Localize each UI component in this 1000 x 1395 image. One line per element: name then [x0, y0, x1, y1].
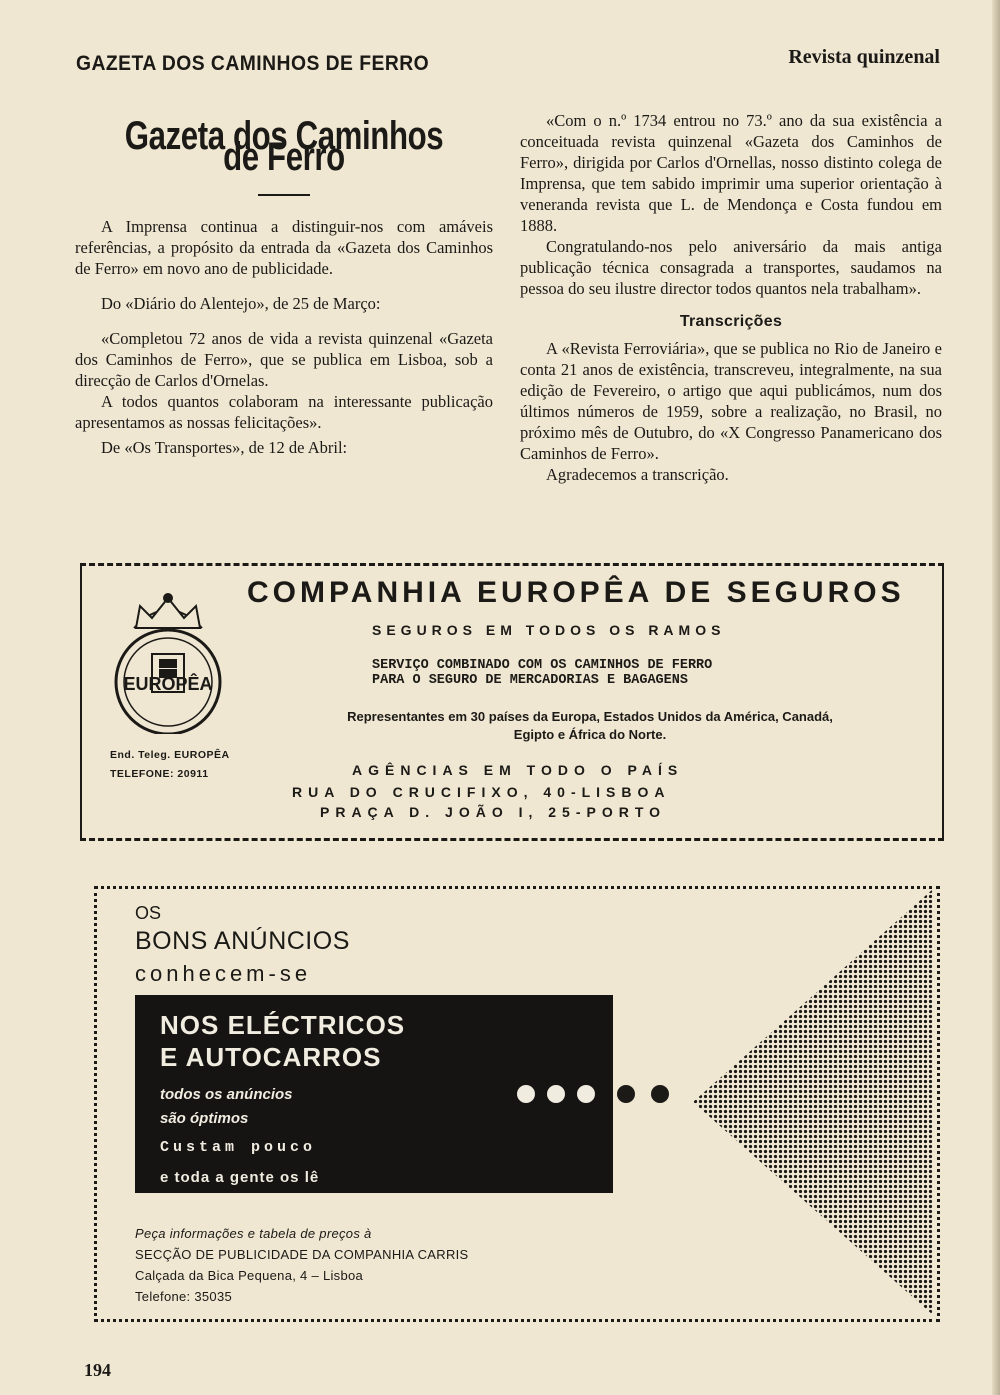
article-headline: Gazeta dos Caminhos de Ferro [124, 114, 444, 179]
contact-block [135, 1223, 469, 1307]
ad-carris [94, 886, 940, 1322]
service-line-1: SERVIÇO COMBINADO COM OS CAMINHOS DE FERRO [372, 658, 713, 673]
dot-icon [651, 1085, 669, 1103]
address-lisboa: RUA DO CRUCIFIXO, 40-LISBOA [292, 784, 671, 800]
halftone-triangle-icon [683, 889, 933, 1315]
contact-line-1: Peça informações e tabela de preços à [135, 1226, 372, 1241]
panel-subtitle-line-2: são óptimos [160, 1110, 249, 1127]
representatives [310, 708, 870, 744]
article-intro: A Imprensa continua a distinguir-nos com amáveis referências, a propósito da entrada da «Gazeta dos Caminhos de Ferro» em novo ano de publicidade. [75, 217, 493, 278]
agencias-line: AGÊNCIAS EM TODO O PAÍS [352, 762, 684, 778]
telegraph-block [110, 746, 230, 784]
transcricao-text: A «Revista Ferroviária», que se publica no Rio de Janeiro e conta 21 anos de existência, transcreveu, integralmente, na sua edição de Fevereiro, o artigo que aqui publicámos, num dos últimos números de 1959, sobre a realização, no Brasil, no próximo mês de Outubro, do «X Congresso Panamericano dos Caminhos de Ferro». [520, 339, 942, 463]
running-header-title: GAZETA DOS CAMINHOS DE FERRO [76, 52, 430, 75]
ad-headline-os: OS [135, 903, 162, 923]
ad-companhia-europea [80, 563, 944, 841]
headline-rule [258, 194, 310, 196]
page-number: 194 [84, 1360, 111, 1380]
company-tagline: SEGUROS EM TODOS OS RAMOS [372, 622, 726, 638]
running-header-periodicity: Revista quinzenal [788, 46, 940, 68]
svg-text:EUROPÊA: EUROPÊA [123, 674, 213, 694]
dot-icon [517, 1085, 535, 1103]
dot-icon [617, 1085, 635, 1103]
page-edge [992, 0, 1000, 1395]
ad-headline-conhecem-se: conhecem-se [135, 961, 312, 986]
transportes-quote: «Com o n.º 1734 entrou no 73.º ano da sua existência a conceituada revista quinzenal «Gazeta dos Caminhos de Ferro», dirigida por Carlos d'Ornellas, nosso distinto colega de Imprensa, que tem sabido imprimir uma superior orientação à veneranda revista que L. de Mendonça e Costa fundou em 1888. [520, 111, 942, 235]
telegraph-address: End. Teleg. EUROPÊA [110, 749, 230, 761]
section-title-transcricoes: Transcrições [679, 313, 783, 330]
contact-line-3: Calçada da Bica Pequena, 4 – Lisboa [135, 1268, 364, 1283]
dot-icon [577, 1085, 595, 1103]
ad-headline-bons-anuncios: BONS ANÚNCIOS [135, 927, 350, 955]
panel-custam-pouco: Custam pouco [160, 1139, 317, 1156]
service-line-2: PARA O SEGURO DE MERCADORIAS E BAGAGENS [372, 673, 688, 688]
dot-icon [547, 1085, 565, 1103]
diario-quote: «Completou 72 anos de vida a revista quinzenal «Gazeta dos Caminhos de Ferro», que se publica em Lisboa, sob a direcção de Carlos d'Ornelas. [75, 329, 493, 390]
article-column-right [520, 110, 942, 485]
thanks-text: Agradecemos a transcrição. [546, 465, 729, 484]
company-name: COMPANHIA EUROPÊA DE SEGUROS [247, 576, 905, 609]
telephone-number: TELEFONE: 20911 [110, 768, 209, 780]
diario-quote-2: A todos quantos colaboram na interessante publicação apresentamos as nossas felicitações». [75, 392, 493, 432]
address-porto: PRAÇA D. JOÃO I, 25-PORTO [320, 804, 667, 820]
reps-line-2: Egipto e África do Norte. [513, 727, 667, 742]
panel-subtitle [160, 1083, 293, 1131]
panel-subtitle-line-1: todos os anúncios [160, 1086, 293, 1103]
ad-black-panel [135, 995, 613, 1193]
panel-title-line-2: E AUTOCARROS [160, 1042, 382, 1072]
article-column-left [75, 114, 493, 458]
contact-line-4: Telefone: 35035 [135, 1289, 233, 1304]
diario-intro: Do «Diário do Alentejo», de 25 de Março: [101, 294, 381, 313]
panel-title-line-1: NOS ELÉCTRICOS [160, 1010, 406, 1040]
contact-line-2: SECÇÃO DE PUBLICIDADE DA COMPANHIA CARRIS [135, 1247, 469, 1262]
panel-title [160, 1009, 405, 1073]
congratulation: Congratulando-nos pelo aniversário da mais antiga publicação técnica consagrada a transportes, saudamos na pessoa do seu ilustre director todos quantos nela trabalham». [520, 237, 942, 298]
service-lines [372, 658, 712, 688]
europea-seal-icon [112, 584, 224, 734]
reps-line-1: Representantes em 30 países da Europa, Estados Unidos da América, Canadá, [347, 709, 833, 724]
transportes-intro: De «Os Transportes», de 12 de Abril: [101, 438, 348, 457]
panel-toda-gente: e toda a gente os lê [160, 1169, 320, 1186]
